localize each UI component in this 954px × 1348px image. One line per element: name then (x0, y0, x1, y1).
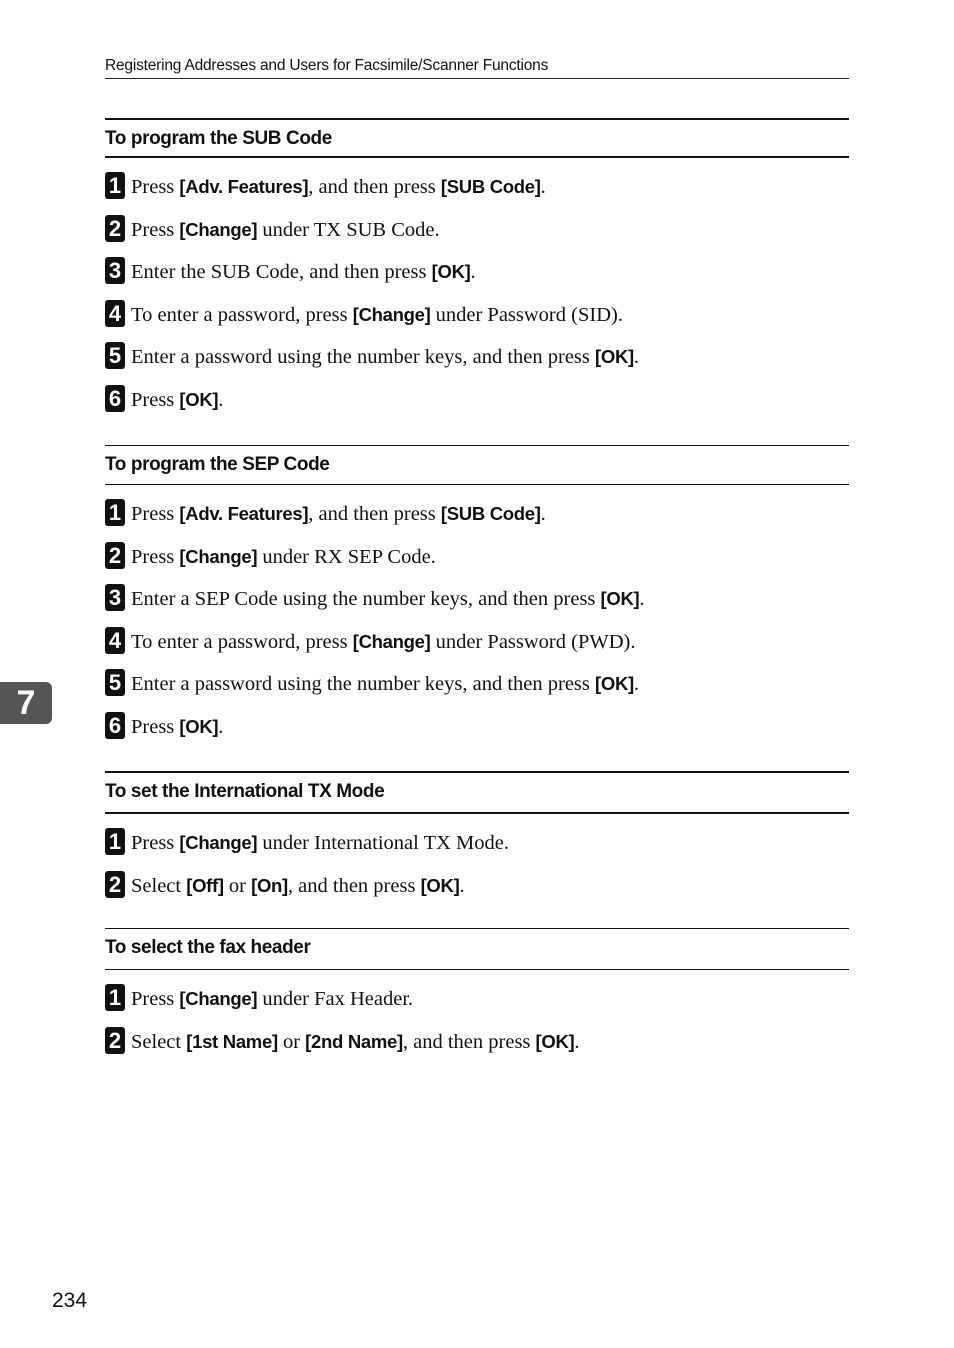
step-number-badge: 1 (105, 499, 125, 526)
running-head: Registering Addresses and Users for Facsimile/Scanner Functions (105, 57, 849, 79)
step-item (105, 984, 849, 1027)
step-item (105, 300, 849, 343)
step-text (131, 389, 223, 412)
step-text-run: . (540, 503, 546, 525)
key-label: [Change] (179, 545, 258, 567)
step-item (105, 257, 849, 300)
step-text (131, 176, 546, 199)
step-item (105, 828, 849, 871)
step-number-badge: 5 (105, 669, 125, 696)
step-number-badge: 3 (105, 584, 125, 611)
step-text-run: under Password (PWD). (430, 630, 636, 653)
step-text-run: . (218, 715, 224, 738)
step-text-run: Select (131, 874, 187, 897)
step-list (105, 499, 849, 755)
step-text-run: under Password (SID). (430, 303, 623, 326)
step-number-badge: 4 (105, 300, 125, 327)
step-item (105, 499, 849, 542)
step-number-badge: 6 (105, 385, 125, 412)
step-number-badge: 1 (105, 984, 125, 1011)
step-item (105, 1027, 849, 1070)
step-text (131, 988, 413, 1011)
step-text-run: or (223, 874, 252, 897)
step-list (105, 172, 849, 428)
section-sep-code (105, 445, 849, 755)
step-item (105, 542, 849, 585)
step-text-run: Press (131, 503, 180, 525)
key-label: [SUB Code] (440, 503, 541, 524)
step-text-run: Press (131, 388, 180, 411)
step-text-run: Press (131, 176, 180, 198)
step-text-run: To enter a password, press (131, 303, 353, 326)
step-text-run: under RX SEP Code. (257, 545, 436, 568)
key-label: [OK] (431, 261, 471, 283)
step-text-run: Select (131, 1030, 187, 1053)
step-text-run: . (633, 346, 639, 369)
step-item (105, 172, 849, 215)
step-text-run: or (277, 1030, 306, 1053)
step-number-badge: 2 (105, 1027, 125, 1054)
key-label: [On] (251, 874, 288, 896)
step-text-run: , and then press (308, 503, 441, 525)
step-text-run: Press (131, 218, 180, 241)
step-number-badge: 2 (105, 215, 125, 242)
chapter-tab: 7 (0, 682, 52, 724)
key-label: [Off] (186, 874, 224, 896)
step-text-run: , and then press (308, 176, 441, 198)
key-label: [OK] (420, 874, 460, 896)
step-number-badge: 5 (105, 342, 125, 369)
step-number-badge: 2 (105, 542, 125, 569)
step-text-run: . (459, 874, 465, 897)
step-text (131, 219, 440, 242)
step-number-badge: 4 (105, 627, 125, 654)
step-text (131, 631, 635, 654)
key-label: [OK] (600, 588, 640, 610)
key-label: [Change] (352, 303, 431, 325)
step-item (105, 342, 849, 385)
step-text-run: Enter a password using the number keys, and then press (131, 673, 595, 696)
key-label: [2nd Name] (305, 1030, 403, 1052)
step-text-run: Enter a password using the number keys, and then press (131, 346, 595, 369)
step-number-badge: 3 (105, 257, 125, 284)
step-item (105, 627, 849, 670)
key-label: [Adv. Features] (179, 503, 309, 524)
step-text-run: . (218, 388, 224, 411)
key-label: [Change] (352, 630, 431, 652)
section-fax-header (105, 928, 849, 1069)
step-text-run: , and then press (402, 1030, 536, 1053)
step-list (105, 828, 849, 913)
step-text (131, 716, 223, 739)
step-item (105, 385, 849, 428)
step-item (105, 584, 849, 627)
step-number-badge: 1 (105, 828, 125, 855)
step-text (131, 588, 645, 611)
page-number: 234 (52, 1289, 88, 1312)
step-text-run: , and then press (287, 874, 421, 897)
section-title: To program the SUB Code (105, 118, 849, 158)
step-text (131, 261, 476, 284)
step-text-run: Enter the SUB Code, and then press (131, 261, 432, 284)
step-text-run: Press (131, 988, 180, 1010)
step-text (131, 546, 436, 569)
section-international-tx-mode (105, 771, 849, 913)
step-list (105, 984, 849, 1069)
step-text-run: Press (131, 545, 180, 568)
section-sub-code (105, 118, 849, 428)
step-text (131, 673, 639, 696)
key-label: [OK] (535, 1030, 575, 1052)
step-text-run: Press (131, 715, 180, 738)
step-text-run: under Fax Header. (257, 988, 414, 1010)
step-text-run: . (470, 261, 476, 284)
key-label: [OK] (179, 388, 219, 410)
key-label: [OK] (595, 673, 634, 695)
step-number-badge: 6 (105, 712, 125, 739)
key-label: [1st Name] (186, 1030, 278, 1052)
key-label: [OK] (179, 715, 219, 737)
step-text-run: . (574, 1030, 580, 1053)
step-text (131, 503, 546, 526)
step-text-run: . (639, 588, 645, 611)
step-text-run: under TX SUB Code. (257, 218, 440, 241)
section-title: To program the SEP Code (105, 445, 849, 485)
section-title: To set the International TX Mode (105, 771, 849, 814)
section-title: To select the fax header (105, 928, 849, 970)
key-label: [Adv. Features] (179, 176, 309, 197)
step-text-run: To enter a password, press (131, 630, 353, 653)
step-text-run: Press (131, 832, 180, 854)
step-text (131, 832, 509, 855)
key-label: [Change] (179, 988, 258, 1009)
key-label: [Change] (179, 218, 258, 240)
step-text (131, 875, 465, 898)
step-number-badge: 1 (105, 172, 125, 199)
key-label: [SUB Code] (440, 176, 541, 197)
key-label: [Change] (179, 832, 258, 853)
step-number-badge: 2 (105, 871, 125, 898)
step-text-run: Enter a SEP Code using the number keys, and then press (131, 588, 601, 611)
step-item (105, 871, 849, 914)
step-text-run: . (633, 673, 639, 696)
step-text (131, 1031, 580, 1054)
step-text-run: . (540, 176, 546, 198)
step-item (105, 712, 849, 755)
step-text (131, 304, 623, 327)
step-text (131, 346, 639, 369)
step-item (105, 669, 849, 712)
key-label: [OK] (595, 346, 634, 368)
step-item (105, 215, 849, 258)
step-text-run: under International TX Mode. (257, 832, 510, 854)
